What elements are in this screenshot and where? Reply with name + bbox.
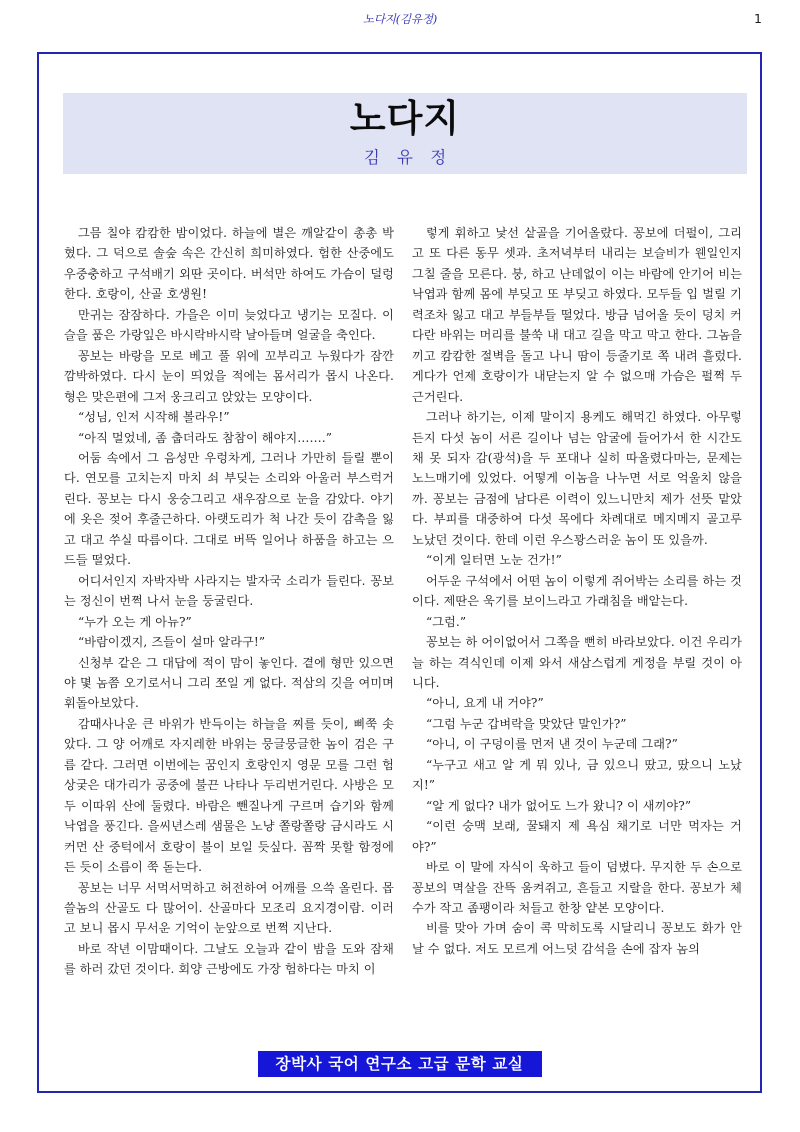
- paragraph-dialogue: “그럼.”: [425, 614, 467, 629]
- paragraph: 꽁보는 하 어이없어서 그쪽을 뻔히 바라보았다. 이건 우리가 늘 하는 격식인데 이제 와서 새삼스럽게 게정을 부릴 것이 아니다.: [412, 635, 742, 690]
- paragraph-dialogue: “아니, 이 구덩이를 먼저 낸 것이 누군데 그래?”: [425, 737, 678, 752]
- paragraph: 신청부 같은 그 대답에 적이 맘이 놓인다. 곁에 형만 있으면야 몇 놈쯤 오기로서니 그리 쪼일 게 없다. 적삼의 깃을 여미며 휘돌아보았다.: [64, 655, 394, 711]
- paragraph-dialogue: “성님, 인저 시작해 볼라우!”: [77, 410, 230, 425]
- paragraph-dialogue: “누구고 새고 알 게 뭐 있나, 금 있으니 땄고, 땄으니 노났지!”: [412, 757, 742, 793]
- paragraph-dialogue: “바람이겠지, 즈들이 설마 알라구!”: [77, 635, 266, 650]
- paragraph-dialogue: “아니, 요게 내 거야?”: [425, 696, 544, 711]
- paragraph: 바로 이 말에 자식이 욱하고 들이 덤볐다. 무지한 두 손으로 꽁보의 멱살을 잔뜩 움켜쥐고, 흔들고 지랄을 한다. 꽁보가 체수가 작고 좀팽이라 처들고 한창 얕본 모양이다.: [412, 860, 742, 915]
- paragraph: 어두운 구석에서 어떤 놈이 이렇게 쥐어박는 소리를 하는 것이다. 제딴은 욱기를 보이느라고 가래침을 배앝는다.: [412, 573, 742, 609]
- paragraph-dialogue: “아직 멀었네, 좀 춥더라도 참참이 해야지…….”: [77, 430, 333, 445]
- footer-banner: 장박사 국어 연구소 고급 문학 교실: [257, 1051, 541, 1077]
- header-document-title: 노다지(김유정): [362, 12, 438, 26]
- paragraph: 어디서인지 자박자박 사라지는 발자국 소리가 들린다. 꽁보는 정신이 번쩍 나서 눈을 둥굴린다.: [64, 573, 394, 609]
- paragraph: 어둠 속에서 그 음성만 우렁차게, 그러나 가만히 들릴 뿐이다. 연모를 고치는지 마치 쇠 부딪는 소리와 아울러 부스럭거린다. 꽁보는 다시 웅숭그리고 새우잠으로 눈을 감았다. 야기에 옷은 젖어 후줄근하다. 아랫도리가 척 나간 듯이 감촉을 잃고 대고 쑤실 따름이다. 그대로 버뜩 일어나 하품을 하고는 으드들 떨었다.: [64, 450, 394, 568]
- document-title: 노다지: [349, 96, 461, 140]
- title-band: [63, 93, 747, 174]
- body-columns: [64, 223, 742, 980]
- paragraph-dialogue: “알 게 없다? 내가 없어도 느가 왔니? 이 새끼야?”: [425, 798, 692, 813]
- paragraph: 그믐 칠야 캄캄한 밤이었다. 하늘에 별은 깨알같이 총총 박혔다. 그 덕으로 솔숲 속은 간신히 희미하였다. 험한 산중에도 우중충하고 구석배기 외딴 곳이다. 버석만 하여도 가슴이 덜렁한다. 호랑이, 산골 호생원!: [64, 226, 394, 302]
- paragraph-dialogue: “그럼 누군 갑벼락을 맞았단 말인가?”: [425, 716, 627, 731]
- paragraph: 감때사나운 큰 바위가 반득이는 하늘을 찌를 듯이, 삐쭉 솟았다. 그 양 어깨로 자지레한 바위는 뭉글뭉글한 놈이 검은 구름 같다. 그러면 이번에는 꿈인지 호랑인지 영문 모를 그런 험상궂은 대가리가 공중에 불끈 나타나 두리번거린다. 사방은 모두 이따위 산에 둘렸다. 바람은 뺀질나게 구르며 습기와 함께 낙엽을 풍긴다. 을씨년스레 샘물은 노냥 쫄랑쫄랑 금시라도 시커먼 산 중턱에서 호랑이 불이 보일 듯싶다. 꼼짝 못할 함정에 든 듯이 소름이 쭉 돋는다.: [64, 716, 394, 875]
- paragraph: 꽁보는 너무 서먹서먹하고 허전하여 어깨를 으쓱 올린다. 몹쓸놈의 산골도 다 많어이. 산골마다 모조리 요지경이람. 이러고 보니 몹시 무서운 기억이 눈앞으로 번쩍 지난다.: [64, 880, 394, 936]
- paragraph-dialogue: “누가 오는 게 아뉴?”: [77, 614, 192, 629]
- paragraph-dialogue: “이게 일터면 노눈 건가!”: [425, 553, 562, 568]
- text-column-right: [412, 223, 742, 959]
- paragraph: 만귀는 잠잠하다. 가을은 이미 늦었다고 냉기는 모질다. 이슬을 품은 가랑잎은 바시락바시락 날아들며 얼굴을 축인다.: [64, 307, 394, 343]
- page-header: [38, 9, 762, 29]
- paragraph: 그러나 하기는, 이제 말이지 용케도 해먹긴 하였다. 아무렇든지 다섯 놈이 서른 길이나 넘는 암굴에 들어가서 한 시간도 채 못 되자 감(광석)을 두 포대나 실히 따올렸다마는, 문제는 노느매기에 있었다. 어떻게 이놈을 나누면 서로 억울치 않을까. 꽁보는 금점에 남다른 이력이 있느니만치 제가 선뜻 맡았다. 부피를 대중하여 다섯 목에다 차례대로 메지메지 골고루 노났던 것이다. 한데 이런 우스꽝스러운 놈이 또 있을까.: [412, 410, 742, 547]
- paragraph: 렇게 휘하고 낯선 샅골을 기어올랐다. 꽁보에 더펄이, 그리고 또 다른 동무 셋과. 초저녁부터 내리는 보슬비가 웬일인지 그칠 줄을 모른다. 붕, 하고 난데없이 이는 바람에 안기어 비는 낙엽과 함께 몸에 부딪고 또 부딪고 하였다. 모두들 입 벌릴 기력조차 잃고 대고 부들부들 떨었다. 방금 넘어올 듯이 덩치 커다란 바위는 머리를 불쑥 내 대고 길을 막고 막고 한다. 그놈을 끼고 캄캄한 절벽을 돌고 나니 땀이 등줄기로 쪽 내려 흘렀다. 게다가 언제 호랑이가 내닫는지 알 수 없으매 가슴은 펄쩍 두근거린다.: [412, 226, 742, 404]
- paragraph: 비를 맞아 가며 숨이 콕 막히도록 시달리니 꽁보도 화가 안 날 수 없다. 저도 모르게 어느덧 감석을 손에 잡자 놈의: [412, 921, 742, 956]
- page-number: 1: [754, 11, 762, 26]
- text-column-left: [64, 223, 394, 980]
- document-author: 김 유 정: [363, 147, 453, 167]
- paragraph-dialogue: “이런 숭맥 보래, 꿀돼지 제 욕심 채기로 너만 먹자는 거야?”: [412, 819, 742, 854]
- paragraph: 바로 작년 이맘때이다. 그날도 오늘과 같이 밤을 도와 잠채를 하러 갔던 것이다. 회양 근방에도 가장 험하다는 마치 이: [64, 941, 394, 977]
- page-border-frame: [37, 52, 762, 1093]
- paragraph: 꽁보는 바랑을 모로 베고 풀 위에 꼬부리고 누웠다가 잠깐 깜박하였다. 다시 눈이 띄었을 적에는 몸서리가 몹시 나온다. 형은 맞은편에 그저 웅크리고 앉았는 모양이다.: [64, 348, 394, 404]
